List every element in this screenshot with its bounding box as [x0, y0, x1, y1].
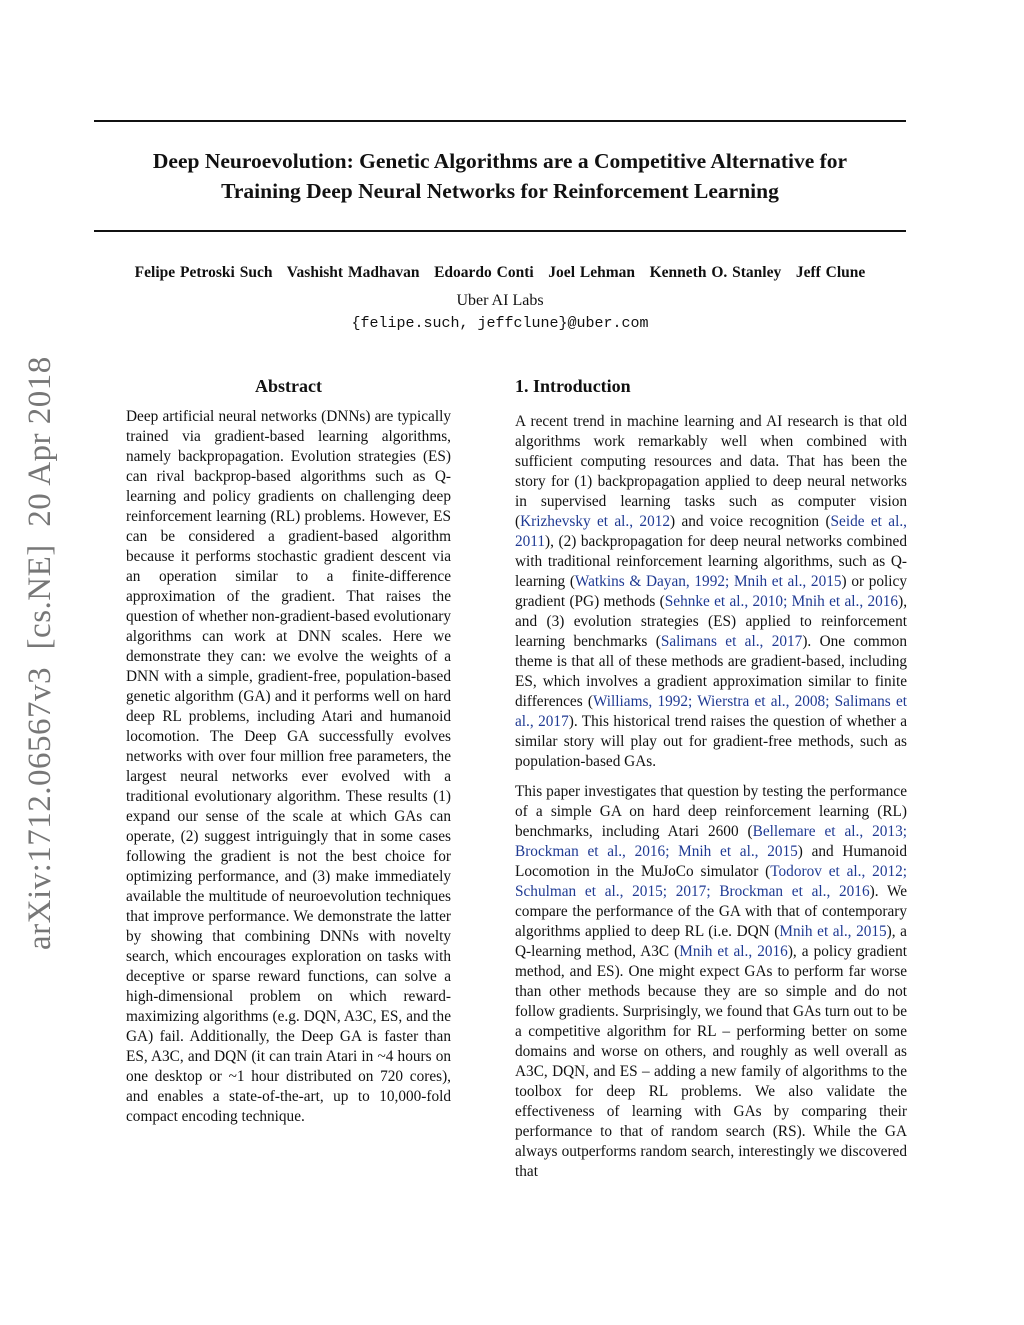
bottom-rule: [94, 230, 906, 232]
citation-link[interactable]: Seide et al., 2011: [515, 513, 907, 550]
paper-title: [94, 146, 906, 206]
author-list: Felipe Petroski Such Vashisht Madhavan Edoardo Conti Joel Lehman Kenneth O. Stanley Jeff Clune: [134, 264, 866, 281]
citation-link[interactable]: Sehnke et al., 2010; Mnih et al., 2016: [664, 593, 899, 610]
affiliation: Uber AI Labs: [456, 292, 544, 309]
introduction-heading: 1. Introduction: [515, 376, 631, 396]
introduction-column: [515, 412, 907, 1192]
abstract-column: [126, 407, 451, 1137]
top-rule: [94, 120, 906, 122]
citation-link[interactable]: Williams, 1992; Wierstra et al., 2008; Salimans et al., 2017: [515, 693, 907, 730]
title-line-1: Deep Neuroevolution: Genetic Algorithms are a Competitive Alternative for: [152, 149, 848, 173]
abstract-heading: Abstract: [255, 376, 322, 396]
citation-link[interactable]: Krizhevsky et al., 2012: [520, 513, 671, 530]
arxiv-identifier: arXiv:1712.06567v3 [cs.NE] 20 Apr 2018: [22, 356, 58, 950]
citation-link[interactable]: Watkins & Dayan, 1992; Mnih et al., 2015: [574, 573, 842, 590]
email-address: {felipe.such, jeffclune}@uber.com: [351, 315, 649, 332]
abstract-text: Deep artificial neural networks (DNNs) are typically trained via gradient-based learning algorithms, namely backpropagation. Evolution strategies (ES) can rival backprop-based algorithms such as Q-learning and policy gradients on challenging deep reinforcement learning (RL) problems. However, ES can be considered a gradient-based algorithm because it performs stochastic gradient descent via an operation similar to a finite-difference approximation of the gradient. That raises the question of whether non-gradient-based evolutionary algorithms can work at DNN scales. Here we demonstrate they can: we evolve the weights of a DNN with a simple, gradient-free, population-based genetic algorithm (GA) and it performs well on hard deep RL problems, including Atari and humanoid locomotion. The Deep GA successfully evolves networks with over four million free parameters, the largest neural networks ever evolved with a traditional evolutionary algorithm. These results (1) expand our sense of the scale at which GAs can operate, (2) suggest intriguingly that in some cases following the gradient is not the best choice for optimizing performance, and (3) make immediately available the multitude of neuroevolution techniques that improve performance. We demonstrate the latter by showing that combining DNNs with novelty search, which encourages exploration on tasks with deceptive or sparse reward functions, can solve a high-dimensional problem on which reward-maximizing algorithms (e.g. DQN, A3C, ES, and the GA) fail. Additionally, the Deep GA is faster than ES, A3C, and DQN (it can train Atari in ~4 hours on one desktop or ~1 hour distributed on 720 cores), and enables a state-of-the-art, up to 10,000-fold compact encoding technique.: [126, 408, 451, 1125]
citation-link[interactable]: Mnih et al., 2015: [779, 923, 887, 940]
citation-link[interactable]: Salimans et al., 2017: [660, 633, 803, 650]
citation-link[interactable]: Todorov et al., 2012; Schulman et al., 2015; 2017; Brockman et al., 2016: [515, 863, 908, 900]
email-line: [94, 314, 906, 332]
citation-link[interactable]: Mnih et al., 2016: [679, 943, 788, 960]
intro-paragraph-1: A recent trend in machine learning and AI research is that old algorithms work remarkably well when combined with sufficient computing resources and data. That has been the story for (1) backpropagation applied to deep neural networks in supervised learning tasks such as computer vision (Krizhevsky et al., 2012) and voice recognition (Seide et al., 2011), (2) backpropagation for deep neural networks combined with traditional reinforcement learning algorithms, such as Q-learning (Watkins & Dayan, 1992; Mnih et al., 2015) or policy gradient (PG) methods (Sehnke et al., 2010; Mnih et al., 2016), and (3) evolution strategies (ES) applied to reinforcement learning benchmarks (Salimans et al., 2017). One common theme is that all of these methods are gradient-based, including ES, which involves a gradient approximation similar to finite differences (Williams, 1992; Wierstra et al., 2008; Salimans et al., 2017). This historical trend raises the question of whether a similar story will play out for gradient-free methods, such as population-based GAs.: [515, 413, 908, 770]
title-line-2: Training Deep Neural Networks for Reinforcement Learning: [221, 179, 779, 203]
intro-paragraph-2: This paper investigates that question by testing the performance of a simple GA on hard deep reinforcement learning (RL) benchmarks, including Atari 2600 (Bellemare et al., 2013; Brockman et al., 2016; Mnih et al., 2015) and Humanoid Locomotion in the MuJoCo simulator (Todorov et al., 2012; Schulman et al., 2015; 2017; Brockman et al., 2016). We compare the performance of the GA with that of contemporary algorithms applied to deep RL (i.e. DQN (Mnih et al., 2015), a Q-learning method, A3C (Mnih et al., 2016), a policy gradient method, and ES). One might expect GAs to perform far worse than other methods because they are so simple and do not follow gradients. Surprisingly, we found that GAs turn out to be a competitive algorithm for RL – performing better on some domains and worse on others, and roughly as well overall as A3C, DQN, and ES – adding a new family of algorithms to the toolbox for deep RL problems. We also validate the effectiveness of learning with GAs by comparing their performance to that of random search (RS). While the GA always outperforms random search, interestingly we discovered that: [515, 783, 908, 1180]
citation-link[interactable]: Bellemare et al., 2013; Brockman et al., 2016; Mnih et al., 2015: [515, 823, 907, 860]
